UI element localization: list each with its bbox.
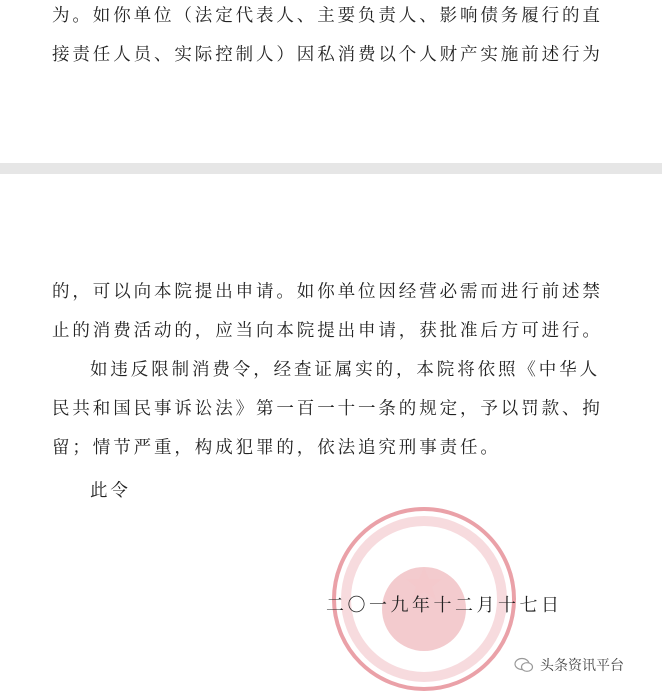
body-text-line: 的，可以向本院提出申请。如你单位因经营必需而进行前述禁 bbox=[52, 282, 603, 302]
body-text-line: 接责任人员、实际控制人）因私消费以个人财产实施前述行为 bbox=[52, 45, 603, 65]
closing-text: 此令 bbox=[90, 481, 131, 501]
body-text-line: 如违反限制消费令，经查证属实的，本院将依照《中华人 bbox=[90, 360, 600, 380]
page-separator bbox=[0, 163, 662, 174]
body-text-line: 止的消费活动的，应当向本院提出申请，获批准后方可进行。 bbox=[52, 321, 603, 341]
document-date: 二〇一九年十二月十七日 bbox=[326, 595, 563, 616]
body-text-line: 民共和国民事诉讼法》第一百一十一条的规定，予以罚款、拘 bbox=[52, 399, 603, 419]
body-text-line: 为。如你单位（法定代表人、主要负责人、影响债务履行的直 bbox=[52, 6, 603, 26]
watermark-label: 头条资讯平台 bbox=[540, 658, 624, 674]
body-text-line: 留；情节严重，构成犯罪的，依法追究刑事责任。 bbox=[52, 438, 501, 458]
watermark bbox=[514, 655, 624, 675]
wechat-icon bbox=[514, 657, 534, 673]
